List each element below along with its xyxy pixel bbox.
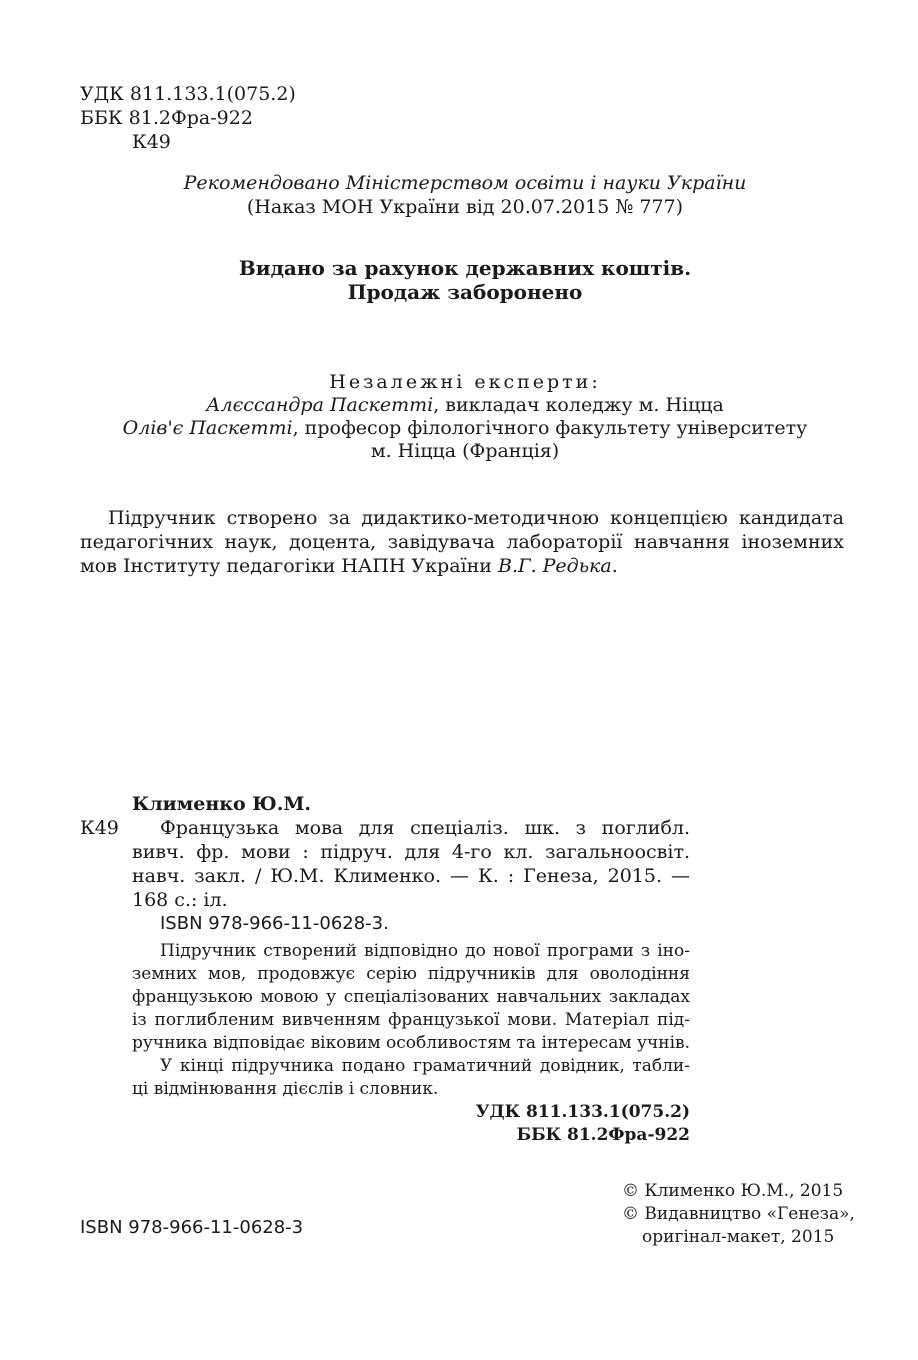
experts-heading: Незалежні експерти: bbox=[329, 371, 601, 393]
bbk-code: ББК 81.2Фра-922 bbox=[80, 107, 253, 129]
concept-line-3-end: . bbox=[611, 555, 618, 577]
concept-line-1: Підручник створено за дидактико-методичною концепцією кандидата bbox=[108, 507, 844, 529]
expert-2-location: м. Ніцца (Франція) bbox=[370, 440, 560, 462]
abstract-line-4: із поглибленим вивченням французької мови. Матеріал під- bbox=[132, 1010, 690, 1030]
author-mark: К49 bbox=[132, 131, 171, 153]
abstract-line-1: Підручник створений відповідно до нової програми з іно- bbox=[160, 941, 690, 961]
copyright-layout: оригінал-макет, 2015 bbox=[642, 1227, 835, 1247]
recommendation-line: Рекомендовано Міністерством освіти і науки України bbox=[183, 172, 747, 194]
catalog-desc-1: Французька мова для спеціаліз. шк. з поглибл. bbox=[160, 817, 690, 839]
udk-code: УДК 811.133.1(075.2) bbox=[80, 83, 296, 105]
order-line: (Наказ МОН України від 20.07.2015 № 777) bbox=[246, 196, 684, 218]
catalog-bbk: ББК 81.2Фра-922 bbox=[516, 1125, 690, 1145]
expert-1-role: , викладач коледжу м. Ніцца bbox=[433, 394, 724, 416]
catalog-udk: УДК 811.133.1(075.2) bbox=[475, 1102, 690, 1122]
footer-isbn: ISBN 978-966-11-0628-3 bbox=[80, 1217, 304, 1238]
abstract-line-6: У кінці підручника подано граматичний довідник, табли- bbox=[160, 1056, 690, 1076]
sale-prohibited-notice: Продаж заборонено bbox=[347, 280, 583, 304]
concept-line-3-text: мов Інституту педагогіки НАПН України bbox=[80, 555, 498, 577]
expert-2-name: Олів'є Паскетті bbox=[122, 417, 293, 439]
concept-line-2: педагогічних наук, доцента, завідувача лабораторії навчання іноземних bbox=[80, 531, 844, 553]
abstract-line-3: французькою мовою у спеціалізованих навчальних закладах bbox=[132, 987, 690, 1007]
catalog-desc-2: вивч. фр. мови : підруч. для 4-го кл. загальноосвіт. bbox=[132, 841, 690, 863]
funding-notice: Видано за рахунок державних коштів. bbox=[238, 256, 692, 280]
catalog-desc-3: навч. закл. / Ю.М. Клименко. — К. : Генеза, 2015. — bbox=[132, 865, 690, 887]
concept-line-3 bbox=[80, 554, 618, 578]
abstract-line-7: ці відмінювання дієслів і словник. bbox=[132, 1079, 439, 1099]
expert-1 bbox=[100, 393, 830, 417]
catalog-code: К49 bbox=[80, 817, 119, 839]
copyright-publisher: © Видавництво «Генеза», bbox=[622, 1204, 855, 1224]
expert-2-role: , професор філологічного факультету університету bbox=[292, 417, 808, 439]
copyright-author: © Клименко Ю.М., 2015 bbox=[622, 1181, 844, 1201]
catalog-author: Клименко Ю.М. bbox=[132, 793, 311, 815]
abstract-line-5: ручника відповідає віковим особливостям та інтересам учнів. bbox=[132, 1033, 690, 1053]
concept-author: В.Г. Редька bbox=[497, 555, 612, 577]
expert-2 bbox=[80, 416, 850, 440]
catalog-isbn: ISBN 978-966-11-0628-3. bbox=[160, 913, 389, 934]
expert-1-name: Алєссандра Паскетті bbox=[206, 394, 434, 416]
catalog-desc-4: 168 с.: іл. bbox=[132, 889, 228, 911]
abstract-line-2: земних мов, продовжує серію підручників для оволодіння bbox=[132, 964, 690, 984]
